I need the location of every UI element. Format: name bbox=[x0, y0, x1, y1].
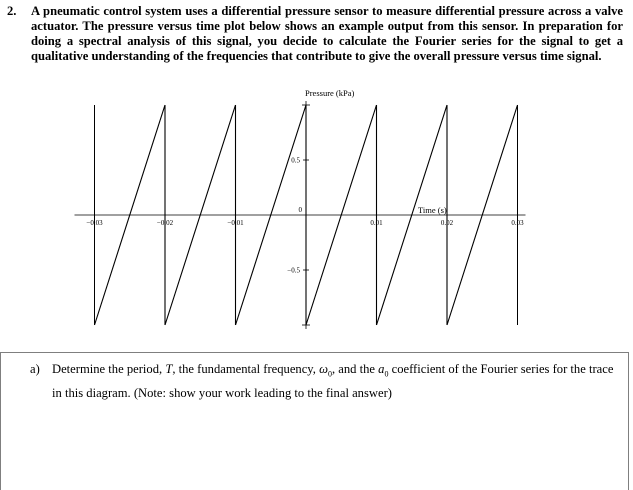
part-a-text-4: coefficient of the Fourier series for the trace in this diagram. (Note: show your work leading to the final answer) bbox=[52, 362, 614, 400]
x-tick-label: 0 bbox=[298, 206, 302, 214]
part-a-text-3: , and the bbox=[331, 362, 379, 376]
question-number: 2. bbox=[7, 4, 17, 18]
a-coefficient-subscript: 0 bbox=[384, 369, 389, 379]
part-a-text bbox=[30, 360, 624, 402]
x-axis-label: Time (s) bbox=[418, 205, 447, 215]
x-tick-label: −0.03 bbox=[86, 219, 103, 227]
x-tick-label: −0.01 bbox=[227, 219, 244, 227]
part-a-text-1: Determine the period, bbox=[52, 362, 166, 376]
a-coefficient-symbol: a bbox=[378, 362, 385, 376]
y-axis-label: Pressure (kPa) bbox=[305, 88, 355, 98]
omega-symbol: ω bbox=[319, 362, 328, 376]
y-tick-label: 0.5 bbox=[291, 156, 300, 165]
x-tick-label: 0.02 bbox=[440, 219, 454, 227]
part-a-label: a) bbox=[30, 362, 40, 376]
omega-subscript: 0 bbox=[327, 369, 332, 379]
period-symbol: T bbox=[165, 362, 173, 376]
x-tick-label: 0.01 bbox=[370, 219, 383, 227]
part-a-question bbox=[30, 360, 624, 402]
question-body: A pneumatic control system uses a differential pressure sensor to measure differential pressure across a valve actuator. The pressure versus time plot below shows an example output from this sensor. In preparation for doing a spectral analysis of this signal, you decide to calculate the Fourier series for the signal to get a qualitative understanding of the frequencies that contribute to give the overall pressure versus time signal. bbox=[31, 4, 623, 63]
x-tick-label: −0.02 bbox=[156, 219, 174, 227]
part-a-text-2: , the fundamental frequency, bbox=[172, 362, 320, 376]
y-tick-label: −0.5 bbox=[287, 266, 300, 275]
x-tick-label: 0.03 bbox=[511, 219, 524, 227]
